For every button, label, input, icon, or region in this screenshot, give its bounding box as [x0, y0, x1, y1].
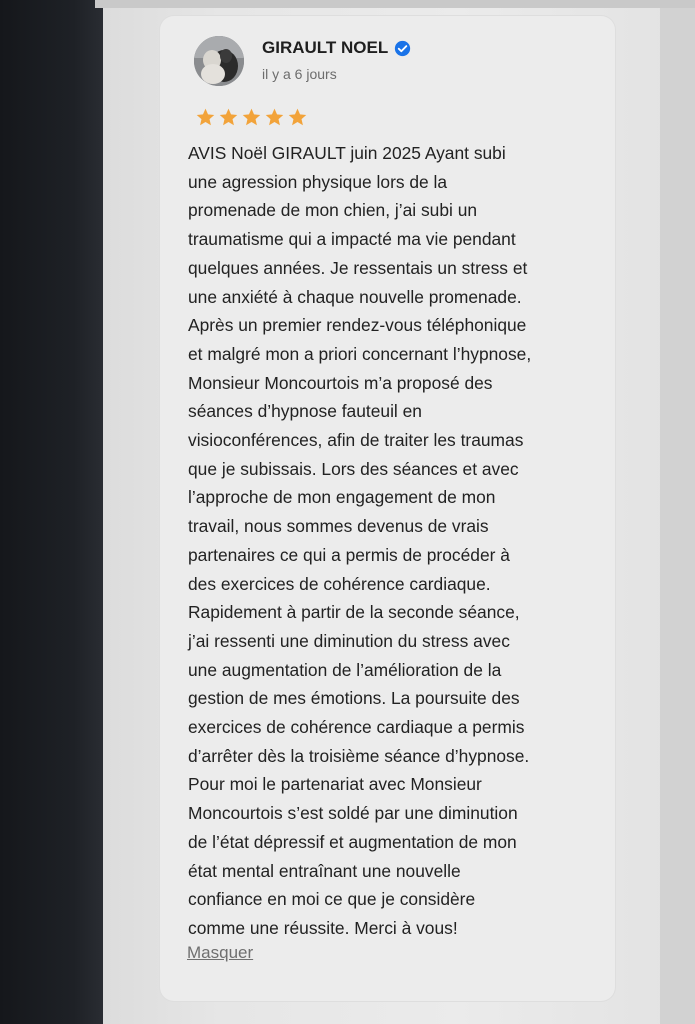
review-line: une agression physique lors de la: [188, 171, 448, 192]
avatar-photo-icon: [194, 36, 244, 86]
review-line: et malgré mon a priori concernant l’hypnose,: [188, 343, 532, 364]
review-line: de l’état dépressif et augmentation de mon: [188, 831, 517, 852]
review-line: Pour moi le partenariat avec Monsieur: [188, 774, 482, 795]
review-line: gestion de mes émotions. La poursuite des: [188, 688, 520, 709]
right-margin: [660, 8, 695, 1024]
review-line: travail, nous sommes devenus de vrais: [188, 516, 489, 537]
star-icon: [287, 107, 308, 128]
star-icon: [195, 107, 216, 128]
review-line: l’approche de mon engagement de mon: [188, 487, 496, 508]
reviewer-name[interactable]: [262, 38, 411, 58]
review-line: j’ai ressenti une diminution du stress avec: [188, 630, 510, 651]
reviewer-name-text: GIRAULT NOEL: [262, 38, 389, 57]
star-icon: [218, 107, 239, 128]
review-line: une augmentation de l’amélioration de la: [188, 659, 502, 680]
collapse-review-link[interactable]: Masquer: [187, 943, 254, 962]
review-line: AVIS Noël GIRAULT juin 2025 Ayant subi: [188, 143, 506, 163]
review-line: Après un premier rendez-vous téléphonique: [188, 315, 527, 336]
review-line: des exercices de cohérence cardiaque.: [188, 573, 491, 594]
review-line: état mental entraînant une nouvelle: [188, 860, 461, 881]
review-line: une anxiété à chaque nouvelle promenade.: [188, 286, 522, 307]
review-line: partenaires ce qui a permis de procéder à: [188, 544, 510, 565]
review-line: visioconférences, afin de traiter les traumas: [188, 430, 524, 451]
review-date: il y a 6 jours: [262, 66, 337, 82]
review-line: d’arrêter dès la troisième séance d’hypnose.: [188, 745, 530, 766]
review-line: confiance en moi ce que je considère: [188, 889, 476, 910]
star-icon: [264, 107, 285, 128]
review-line: Rapidement à partir de la seconde séance,: [188, 602, 520, 623]
review-line: Moncourtois s’est soldé par une diminution: [188, 803, 518, 824]
avatar[interactable]: [194, 36, 244, 86]
review-line: promenade de mon chien, j’ai subi un: [188, 200, 478, 221]
review-line: séances d’hypnose fauteuil en: [188, 401, 422, 422]
review-line: Monsieur Moncourtois m’a proposé des: [188, 372, 493, 393]
review-line: que je subissais. Lors des séances et avec: [188, 458, 519, 479]
star-icon: [241, 107, 262, 128]
star-rating: [195, 107, 308, 128]
monitor-bezel: [0, 0, 105, 1024]
review-line: comme une réussite. Merci à vous!: [188, 917, 458, 938]
top-edge: [95, 0, 695, 8]
review-line: exercices de cohérence cardiaque a permis: [188, 717, 525, 738]
review-line: quelques années. Je ressentais un stress et: [188, 257, 528, 278]
review-text: [188, 139, 618, 943]
verified-badge-icon: [394, 40, 411, 57]
review-line: traumatisme qui a impacté ma vie pendant: [188, 229, 516, 250]
